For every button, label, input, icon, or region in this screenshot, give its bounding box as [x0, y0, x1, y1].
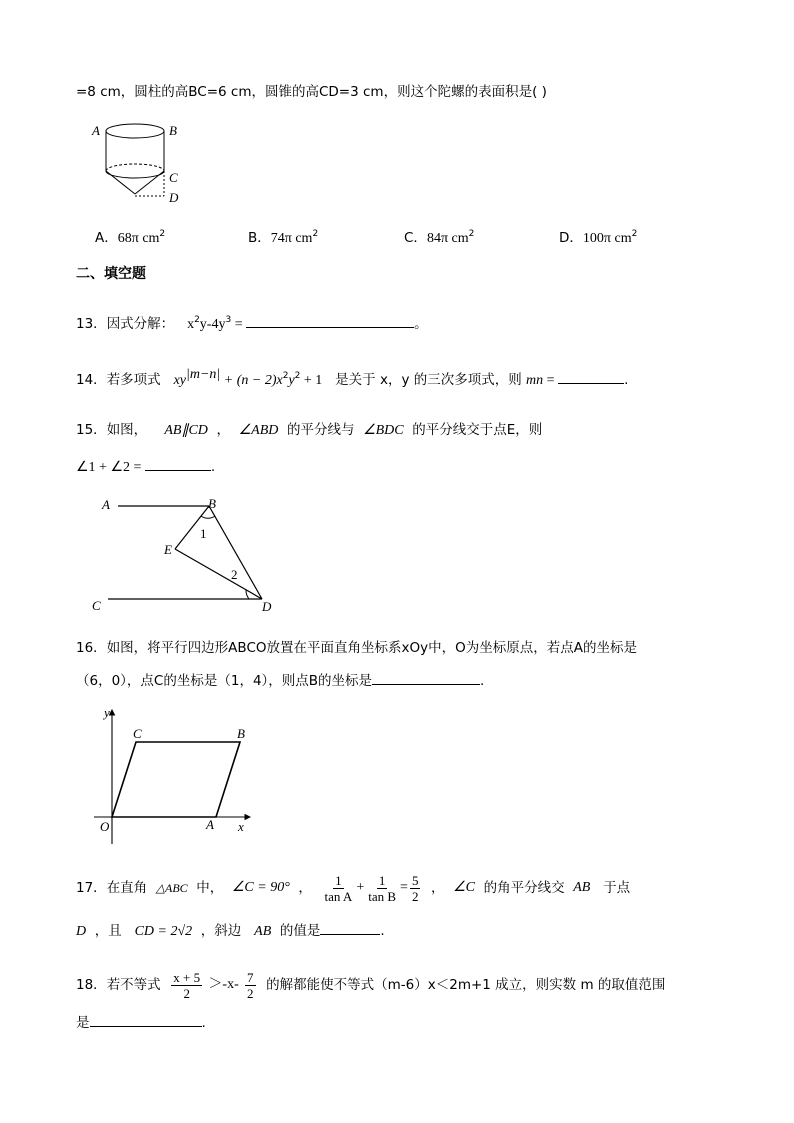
- fig16-label-o: O: [100, 819, 110, 834]
- q17-line2: D ，且 CD = 2√2 ，斜边 AB 的值是 .: [76, 920, 385, 942]
- fig16-axis-y: y: [104, 705, 110, 720]
- fig15-label-d: D: [262, 599, 272, 614]
- q13-answer-blank[interactable]: [246, 313, 414, 328]
- q14: 14．若多项式 $xy^{|m-n|} + (n - 2)x^2y^2 + 1$ 是关于 x，y 的三次多项式，则 mn = .: [76, 367, 629, 388]
- fig12-label-c: C: [169, 170, 178, 185]
- q18-line2: 是 .: [76, 1012, 206, 1033]
- fig16-label-c: C: [133, 726, 142, 741]
- fig15-label-b: B: [208, 496, 216, 511]
- q12-option-d: D．100π $cm^2$: [559, 229, 638, 246]
- q16-figure: [90, 704, 260, 850]
- fig16-label-a: A: [206, 817, 214, 832]
- q15-figure: [86, 492, 286, 618]
- q12-stem-tail: =8 cm，圆柱的高BC=6 cm，圆锥的高CD=3 cm，则这个陀螺的表面积是( ): [76, 84, 547, 100]
- fig15-label-c: C: [92, 598, 101, 613]
- q17-answer-blank[interactable]: [320, 920, 380, 935]
- q12-option-b: B．74π $cm^2$: [248, 229, 319, 246]
- fig16-axis-x: x: [238, 819, 244, 834]
- fig12-label-d: D: [169, 190, 179, 205]
- q13: 13．因式分解： $x^2y-4y^3$ = 。: [76, 315, 428, 332]
- fig15-label-a: A: [102, 497, 110, 512]
- q16-line1: 16．如图，将平行四边形ABCO放置在平面直角坐标系xOy中，O为坐标原点，若点A的坐标是: [76, 640, 637, 656]
- q15-line2: ∠1 + ∠2 = .: [76, 456, 215, 478]
- fig16-label-b: B: [237, 726, 245, 741]
- fig15-label-e: E: [164, 542, 172, 557]
- fig15-angle-2: 2: [231, 567, 238, 582]
- q12-option-c: C．84π $cm^2$: [404, 229, 475, 246]
- section-heading: 二、填空题: [76, 266, 146, 282]
- q12-option-a: A．68π $cm^2$: [95, 229, 166, 246]
- q17-line1: 17． 在直角 △ABC 中， ∠C = 90° ， $\frac{1}{\text{tan A}}$ + $\frac{1}{\text{tan B}}$ = $\frac{5}{2}$ ， ∠C 的角平分线交 AB 于点: [76, 872, 631, 904]
- fig15-angle-1: 1: [200, 526, 207, 541]
- q12-figure: [90, 118, 185, 208]
- q15-line1: 15．如图， AB∥CD ， ∠ABD 的平分线与 ∠BDC 的平分线交于点E，则: [76, 422, 543, 438]
- q14-answer-blank[interactable]: [558, 369, 624, 384]
- fig12-label-a: A: [92, 123, 100, 138]
- fig12-label-b: B: [169, 123, 177, 138]
- q15-answer-blank[interactable]: [145, 456, 211, 471]
- q18-line1: 18． 若不等式 $\frac{x + 5}{2}$ ＞-x- $\frac{7}{2}$ 的解都能使不等式（m-6）x＜2m+1 成立，则实数 m 的取值范围: [76, 969, 666, 1001]
- q18-answer-blank[interactable]: [90, 1012, 202, 1027]
- q16-answer-blank[interactable]: [372, 670, 480, 685]
- q16-line2: （6，0），点C的坐标是（1，4），则点B的坐标是 .: [76, 670, 484, 691]
